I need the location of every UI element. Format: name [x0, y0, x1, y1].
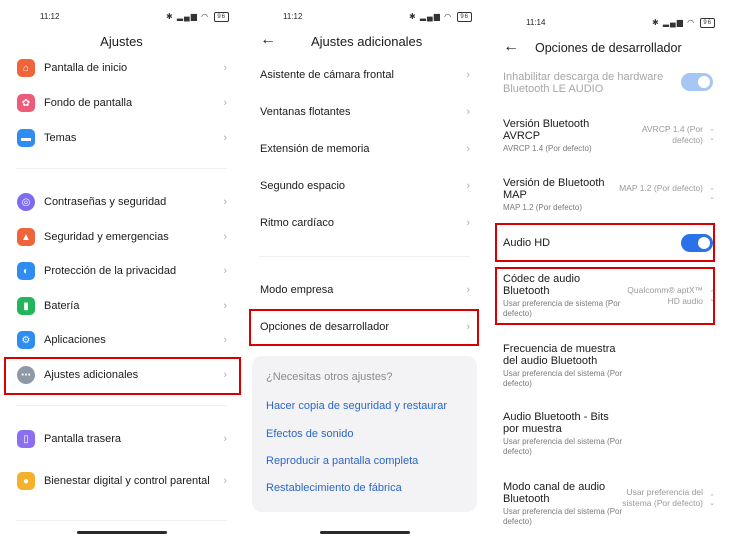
wifi-icon: ◠ [444, 12, 453, 22]
status-icons [166, 12, 229, 22]
menu-item-label: Aplicaciones [44, 334, 106, 346]
home-icon: ⌂ [17, 59, 35, 77]
wifi-icon: ◠ [687, 18, 696, 28]
chevron-right-icon: › [466, 143, 470, 155]
status-icons [652, 18, 715, 28]
page-title: Ajustes adicionales [311, 34, 423, 49]
setting-title: Versión Bluetooth AVRCP [503, 118, 590, 142]
card-header: ¿Necesitas otros ajustes? [266, 371, 393, 383]
section-divider [259, 256, 470, 257]
flower-icon: ✿ [17, 94, 35, 112]
setting-value: AVRCP 1.4 (Por defecto) [641, 124, 703, 145]
phone-icon: ▯ [17, 430, 35, 448]
alert-icon: ▲ [17, 228, 35, 246]
setting-title: Códec de audio Bluetooth [503, 273, 581, 297]
setting-subtitle: MAP 1.2 (Por defecto) [503, 203, 582, 212]
menu-item-battery[interactable] [0, 289, 243, 323]
page-title: Opciones de desarrollador [535, 41, 682, 55]
highlight-box [495, 267, 715, 325]
setting-avrcp-version[interactable] [503, 118, 715, 154]
menu-item-themes[interactable] [0, 121, 243, 155]
menu-item-label: Extensión de memoria [260, 143, 370, 155]
menu-item-label: Contraseñas y seguridad [44, 196, 167, 208]
menu-item-label: Pantalla de inicio [44, 62, 128, 74]
updown-arrows-icon: ⌃ ⌄ [709, 188, 715, 201]
setting-subtitle: Usar preferencia del sistema (Por defecto) [503, 437, 623, 456]
shield-icon: ◐ [17, 262, 35, 280]
chevron-right-icon: › [466, 284, 470, 296]
setting-subtitle: Usar preferencia del sistema (Por defecto) [503, 507, 623, 526]
menu-item-label: Opciones de desarrollador [260, 321, 390, 333]
chevron-right-icon: › [223, 300, 227, 312]
menu-item-privacy-protection[interactable] [0, 254, 243, 288]
menu-item-rear-screen[interactable] [0, 422, 243, 456]
developer-options-screen [486, 0, 729, 540]
status-time: 11:12 [283, 12, 303, 21]
highlight-box [249, 309, 479, 346]
menu-item-label: Seguridad y emergencias [44, 231, 169, 243]
battery-indicator: 96 [700, 18, 715, 28]
menu-item-floating-windows[interactable] [243, 95, 486, 129]
page-title: Ajustes [100, 34, 143, 49]
chevron-right-icon: › [223, 231, 227, 243]
menu-item-digital-wellbeing[interactable] [0, 463, 243, 499]
more-icon: ⋯ [17, 366, 35, 384]
setting-value: Usar preferencia del sistema (Por defecto) [622, 487, 703, 508]
chevron-right-icon: › [223, 97, 227, 109]
chevron-right-icon: › [466, 180, 470, 192]
menu-item-label: Asistente de cámara frontal [260, 69, 394, 81]
menu-item-label: Protección de la privacidad [44, 265, 177, 277]
fingerprint-icon: ◎ [17, 193, 35, 211]
menu-item-label: Ritmo cardíaco [260, 217, 334, 229]
back-arrow-icon[interactable]: ← [260, 31, 276, 48]
setting-bits-per-sample[interactable] [503, 411, 715, 457]
setting-title: Audio HD [503, 237, 551, 249]
home-indicator[interactable] [320, 531, 410, 534]
setting-value: Qualcomm® aptX™ HD audio [627, 285, 703, 306]
toggle-knob [698, 76, 710, 88]
wifi-icon: ◠ [201, 12, 210, 22]
menu-item-heart-rate[interactable] [243, 206, 486, 240]
signal-icon: ▂▄▆ [176, 12, 198, 22]
section-divider [16, 520, 227, 521]
status-time: 11:14 [526, 18, 546, 27]
updown-arrows-icon: ⌃ ⌄ [709, 129, 715, 142]
setting-map-version[interactable] [503, 177, 715, 213]
section-divider [16, 405, 227, 406]
setting-title: Audio Bluetooth - Bits por muestra [503, 411, 609, 435]
brush-icon: ▬ [17, 129, 35, 147]
status-time: 11:12 [40, 12, 60, 21]
battery-indicator: 96 [457, 12, 472, 22]
status-bar [486, 16, 729, 30]
setting-channel-mode[interactable] [503, 481, 715, 527]
menu-item-enterprise-mode[interactable] [243, 273, 486, 307]
chevron-right-icon: › [223, 334, 227, 346]
setting-title: Modo canal de audio Bluetooth [503, 481, 606, 505]
additional-settings-screen [243, 0, 486, 540]
menu-item-passwords-security[interactable] [0, 185, 243, 219]
link-sound-effects[interactable]: Efectos de sonido [266, 428, 354, 440]
menu-item-home-screen[interactable] [0, 51, 243, 85]
bluetooth-icon: ✱ [408, 12, 417, 22]
link-factory-reset[interactable]: Restablecimiento de fábrica [266, 482, 402, 494]
menu-item-label: Fondo de pantalla [44, 97, 133, 109]
chevron-right-icon: › [223, 265, 227, 277]
chevron-right-icon: › [223, 132, 227, 144]
signal-icon: ▂▄▆ [419, 12, 441, 22]
user-icon: ● [17, 472, 35, 490]
setting-value: MAP 1.2 (Por defecto) [619, 183, 703, 193]
settings-screen [0, 0, 243, 540]
chevron-right-icon: › [223, 369, 227, 381]
highlight-box [4, 357, 241, 395]
bluetooth-icon: ✱ [651, 18, 660, 28]
toggle-disable-le-audio-offload[interactable] [681, 73, 713, 91]
link-backup-restore[interactable]: Hacer copia de seguridad y restaurar [266, 400, 447, 412]
back-arrow-icon[interactable]: ← [503, 38, 519, 55]
setting-sample-rate[interactable] [503, 343, 715, 389]
status-bar [0, 10, 243, 24]
setting-title: Versión de Bluetooth MAP [503, 177, 605, 201]
menu-item-memory-extension[interactable] [243, 132, 486, 166]
menu-item-second-space[interactable] [243, 169, 486, 203]
chevron-right-icon: › [223, 62, 227, 74]
setting-subtitle: AVRCP 1.4 (Por defecto) [503, 144, 592, 153]
chevron-right-icon: › [466, 69, 470, 81]
menu-item-label: Pantalla trasera [44, 433, 122, 445]
gear-icon: ⚙ [17, 331, 35, 349]
chevron-right-icon: › [466, 321, 470, 333]
other-settings-card [252, 356, 477, 512]
setting-title: Inhabilitar descarga de hardware Bluetooth LE AUDIO [503, 71, 664, 95]
status-icons [409, 12, 472, 22]
updown-arrows-icon: ⌃ ⌄ [709, 290, 715, 303]
menu-item-label: Batería [44, 300, 80, 312]
updown-arrows-icon: ⌃ ⌄ [709, 494, 715, 507]
menu-item-label: Temas [44, 132, 77, 144]
bluetooth-icon: ✱ [165, 12, 174, 22]
menu-item-safety-emergency[interactable] [0, 220, 243, 254]
setting-subtitle: Usar preferencia de sistema (Por defecto) [503, 299, 621, 318]
status-bar [243, 10, 486, 24]
section-divider [16, 168, 227, 169]
menu-item-label: Ventanas flotantes [260, 106, 351, 118]
chevron-right-icon: › [223, 475, 227, 487]
home-indicator[interactable] [77, 531, 167, 534]
highlight-box [495, 223, 715, 262]
menu-item-apps[interactable] [0, 323, 243, 357]
menu-item-wallpaper[interactable] [0, 86, 243, 120]
signal-icon: ▂▄▆ [662, 18, 684, 28]
menu-item-label: Modo empresa [260, 284, 334, 296]
chevron-right-icon: › [223, 433, 227, 445]
menu-item-label: Ajustes adicionales [44, 369, 139, 381]
setting-title: Frecuencia de muestra del audio Bluetooth [503, 343, 616, 367]
link-fullscreen-playback[interactable]: Reproducir a pantalla completa [266, 455, 419, 467]
chevron-right-icon: › [466, 217, 470, 229]
battery-indicator: 96 [214, 12, 229, 22]
menu-item-front-camera-assistant[interactable] [243, 58, 486, 92]
menu-item-label: Bienestar digital y control parental [44, 474, 210, 487]
menu-item-label: Segundo espacio [260, 180, 346, 192]
setting-subtitle: Usar preferencia del sistema (Por defecto) [503, 369, 623, 388]
chevron-right-icon: › [223, 196, 227, 208]
battery-icon: ▮ [17, 297, 35, 315]
chevron-right-icon: › [466, 106, 470, 118]
